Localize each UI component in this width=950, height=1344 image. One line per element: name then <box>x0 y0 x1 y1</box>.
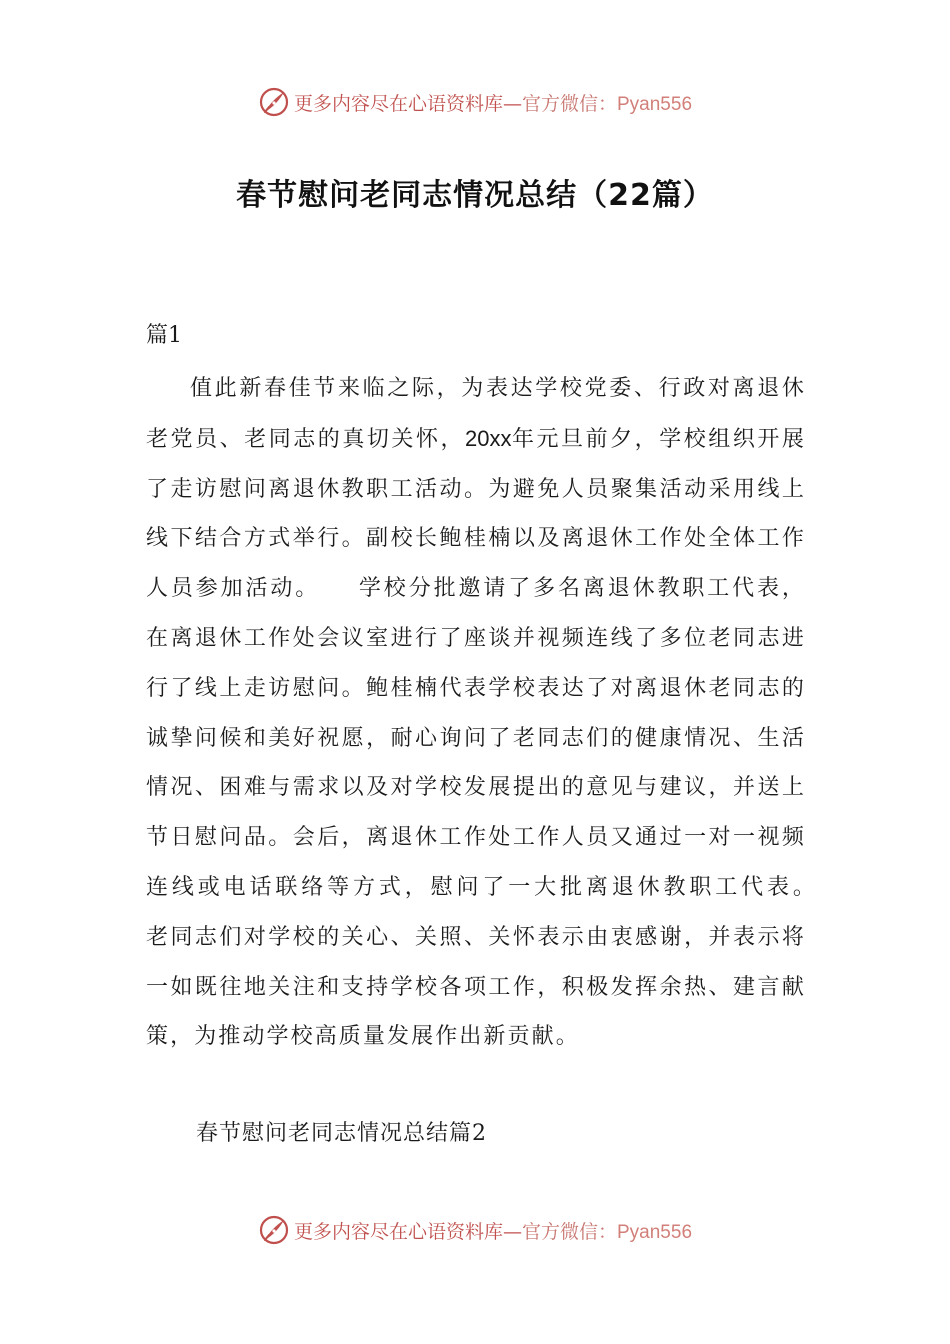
header-watermark <box>0 82 950 122</box>
watermark-text <box>294 1217 692 1244</box>
body-paragraph <box>146 364 855 1062</box>
paragraph-part2: 年元旦前夕，学校组织开展了走访慰问离退休教职工活动。为避免人员聚集活动采用线上线下结合方式举行。副校长鲍桂楠以及离退休工作处全体工作人员参加活动。 学校分批邀请了多名离退休教职工代表，在离退休工作处会议室进行了座谈并视频连线了多位老同志进行了线上走访慰问。鲍桂楠代表学校表达了对离退休老同志的诚挚问候和美好祝愿，耐心询问了老同志们的健康情况、生活情况、困难与需求以及对学校发展提出的意见与建议，并送上节日慰问品。会后，离退休工作处工作人员又通过一对一视频连线或电话联络等方式，慰问了一大批离退休教职工代表。 老同志们对学校的关心、关照、关怀表示由衷感谢，并表示将一如既往地关注和支持学校各项工作，积极发挥余热、建言献策，为推动学校高质量发展作出新贡献。 <box>146 426 855 1050</box>
section-label: 篇1 <box>146 323 182 348</box>
paragraph-year: 20xx <box>465 425 512 451</box>
watermark-wechat-id: Pyan556 <box>617 1221 693 1243</box>
footer-watermark <box>0 1210 950 1250</box>
paragraph-part1: 值此新春佳节来临之际，为表达学校党委、行政对离退休老党员、老同志的真切关怀， <box>146 376 806 452</box>
quill-pen-logo-icon <box>258 1214 290 1246</box>
watermark-wechat-label: 官方微信： <box>521 1220 617 1243</box>
next-section-heading: 春节慰问老同志情况总结篇2 <box>196 1121 487 1146</box>
watermark-text <box>294 89 692 116</box>
quill-pen-logo-icon <box>258 86 290 118</box>
watermark-main-text: 更多内容尽在心语资料库— <box>293 92 522 115</box>
watermark-wechat-label: 官方微信： <box>521 92 617 115</box>
document-title: 春节慰问老同志情况总结（22篇） <box>236 178 714 213</box>
watermark-main-text: 更多内容尽在心语资料库— <box>293 1220 522 1243</box>
watermark-wechat-id: Pyan556 <box>617 93 693 115</box>
